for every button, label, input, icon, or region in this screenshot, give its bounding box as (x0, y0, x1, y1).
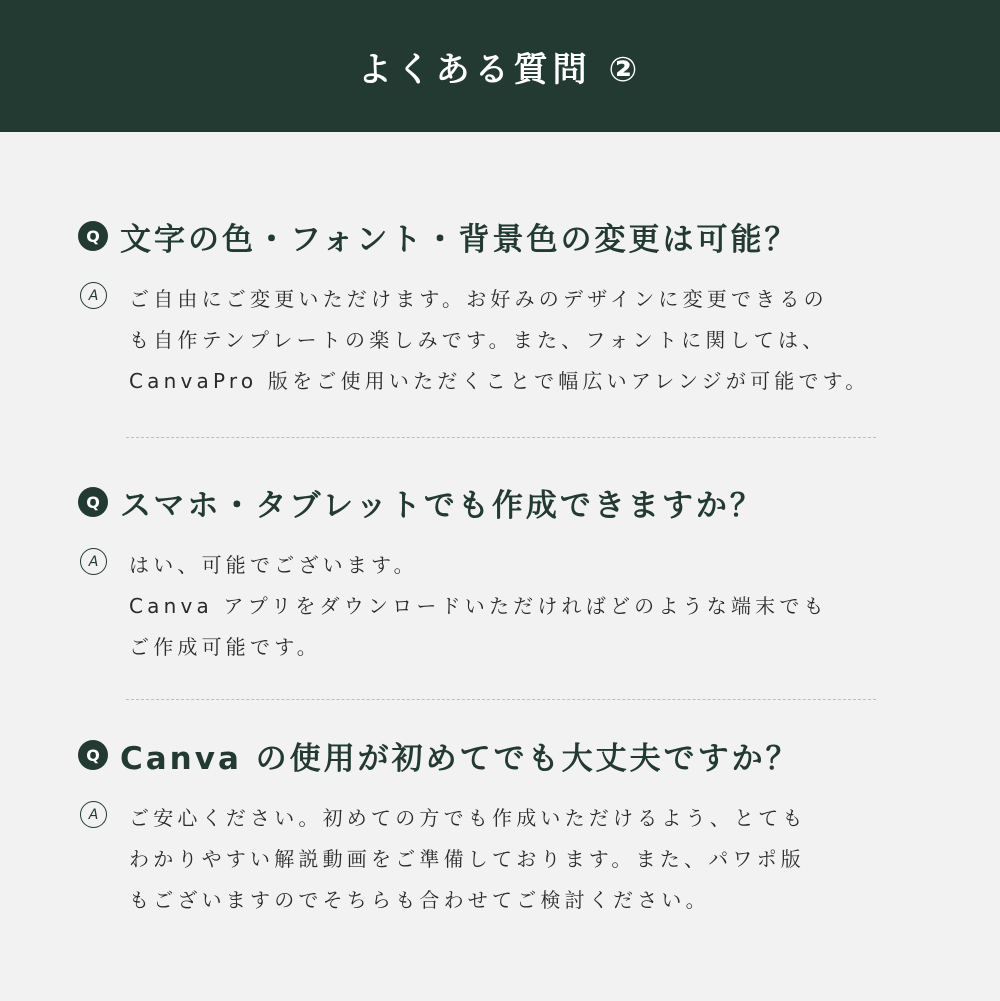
answer-text (129, 798, 807, 921)
answer-line: ご作成可能です。 (129, 635, 321, 659)
header-bar (0, 0, 1000, 132)
answer-text (129, 279, 869, 402)
answer-badge: A (80, 548, 107, 575)
faq-item (78, 730, 928, 921)
answer-line: もございますのでそちらも合わせてご検討ください。 (129, 888, 710, 912)
answer-row (78, 545, 928, 668)
answer-line: ご自由にご変更いただけます。お好みのデザインに変更できるの (129, 287, 828, 311)
answer-row (78, 279, 928, 402)
answer-row (78, 798, 928, 921)
question-badge: Q (78, 740, 108, 770)
question-badge: Q (78, 487, 108, 517)
answer-text (129, 545, 828, 668)
page-title: よくある質問 ② (357, 49, 643, 90)
faq-item (78, 211, 928, 402)
answer-line: も自作テンプレートの楽しみです。また、フォントに関しては、 (129, 328, 827, 352)
answer-badge: A (80, 282, 107, 309)
divider (126, 699, 876, 700)
question-text: Canva の使用が初めてでも大丈夫ですか？ (120, 740, 800, 777)
question-row (78, 730, 928, 780)
divider (126, 437, 876, 438)
question-row (78, 477, 928, 527)
answer-line: ご安心ください。初めての方でも作成いただけるよう、とても (129, 806, 807, 830)
question-text: スマホ・タブレットでも作成できますか？ (120, 487, 764, 524)
answer-line: わかりやすい解説動画をご準備しております。また、パワポ版 (129, 847, 805, 871)
answer-line: CanvaPro 版をご使用いただくことで幅広いアレンジが可能です。 (129, 369, 870, 393)
answer-line: Canva アプリをダウンロードいただければどのような端末でも (129, 594, 828, 618)
question-text: 文字の色・フォント・背景色の変更は可能？ (120, 221, 799, 258)
answer-badge: A (80, 801, 107, 828)
question-row (78, 211, 928, 261)
faq-item (78, 477, 928, 668)
answer-line: はい、可能でございます。 (129, 553, 418, 577)
question-badge: Q (78, 221, 108, 251)
